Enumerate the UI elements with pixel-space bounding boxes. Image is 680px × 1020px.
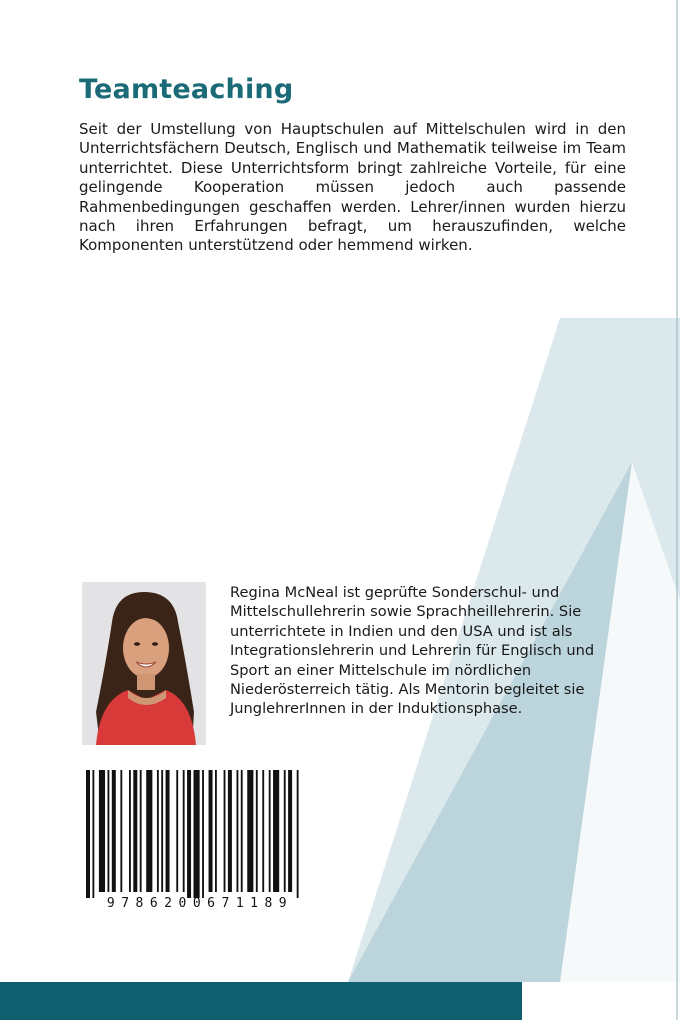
barcode-bar bbox=[133, 770, 137, 892]
barcode-bar bbox=[241, 770, 243, 892]
barcode-bar bbox=[256, 770, 258, 892]
barcode-bar bbox=[247, 770, 253, 892]
barcode-bar bbox=[120, 770, 122, 892]
barcode-bar bbox=[92, 770, 94, 898]
barcode-bar bbox=[176, 770, 178, 892]
barcode-bar bbox=[157, 770, 159, 892]
book-blurb: Seit der Umstellung von Hauptschulen auf Mittelschulen wird in den Unterrichtsfächern Deutsch, Englisch und Mathematik teilweise im Team unterrichtet. Diese Unterrichtsform bringt zahlreiche Vorteile, für eine gelingende Kooperation müssen jedoch auch passende Rahmenbedingungen geschaffen werden. Lehrer/innen wurden hierzu nach ihren Erfahrungen befragt, um herauszufinden, welche Komponenten unterstützend oder hemmend wirken. bbox=[79, 120, 626, 255]
barcode-bar bbox=[166, 770, 170, 892]
barcode-bar bbox=[288, 770, 292, 892]
barcode-bar bbox=[161, 770, 163, 892]
barcode-bar bbox=[183, 770, 185, 892]
barcode-bar bbox=[237, 770, 239, 892]
barcode-bar bbox=[209, 770, 213, 892]
barcode-bar bbox=[215, 770, 217, 892]
author-bio: Regina McNeal ist geprüfte Sonderschul- und Mittelschullehrerin sowie Sprachheillehrerin. Sie unterrichtete in Indien und den USA und ist als Integrationslehrerin und Lehrerin für Englisch und Sport an einer Mittelschule im nördlichen Niederösterreich tätig. Als Mentorin begleitet sie JunglehrerInnen in der Induktionsphase. bbox=[230, 584, 595, 718]
barcode-bar bbox=[108, 770, 110, 892]
barcode-bar bbox=[140, 770, 142, 892]
barcode-bar bbox=[129, 770, 131, 892]
barcode-bar bbox=[202, 770, 204, 898]
barcode-bar bbox=[228, 770, 232, 892]
barcode-bar bbox=[297, 770, 299, 898]
barcode-bar bbox=[112, 770, 116, 892]
isbn-digits: 9786200671189 bbox=[106, 896, 294, 911]
book-title: Teamteaching bbox=[79, 74, 294, 105]
barcode-bar bbox=[224, 770, 226, 892]
barcode-bar bbox=[284, 770, 286, 892]
barcode-bar bbox=[146, 770, 152, 892]
barcode-bar bbox=[194, 770, 200, 898]
isbn-barcode bbox=[76, 768, 320, 918]
barcode-bar bbox=[86, 770, 90, 898]
barcode-bar bbox=[273, 770, 279, 892]
bottom-color-band bbox=[0, 982, 522, 1020]
barcode-bar bbox=[187, 770, 191, 898]
barcode-bar bbox=[269, 770, 271, 892]
barcode-bar bbox=[262, 770, 264, 892]
author-photo bbox=[82, 582, 206, 745]
barcode-bar bbox=[99, 770, 105, 892]
